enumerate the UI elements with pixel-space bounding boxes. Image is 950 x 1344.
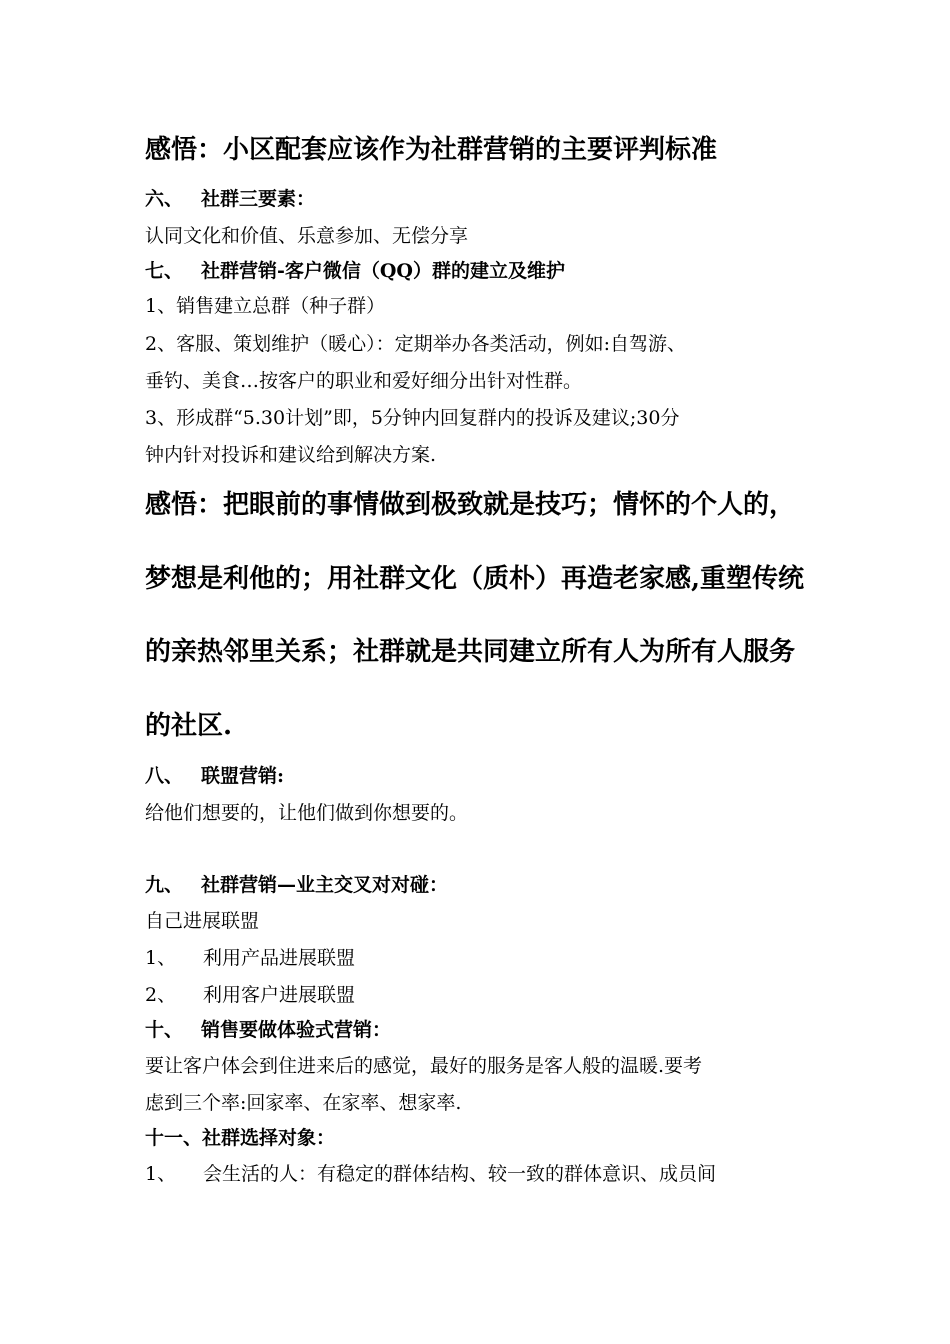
section-9-item-1-text: 利用产品进展联盟 <box>203 947 356 969</box>
section-10-line-1: 要让客户体会到住进来后的感觉，最好的服务是客人般的温暖.要考 <box>145 1055 703 1077</box>
insight-2-line-2: 梦想是利他的；用社群文化（质朴）再造老家感,重塑传统 <box>145 564 805 594</box>
section-7-line-3: 垂钓、美食…按客户的职业和爱好细分出针对性群。 <box>145 370 583 392</box>
section-6-title: 社群三要素： <box>201 188 316 210</box>
section-9-heading <box>145 873 448 897</box>
section-10-line-2: 虑到三个率:回家率、在家率、想家率. <box>145 1092 462 1114</box>
section-8-heading <box>145 764 284 788</box>
section-9-number: 九、 <box>145 874 184 896</box>
section-6-number: 六、 <box>145 188 184 210</box>
section-8-title: 联盟营销: <box>201 765 285 787</box>
section-8-number: 八、 <box>145 765 184 787</box>
insight-2-line-3: 的亲热邻里关系；社群就是共同建立所有人为所有人服务 <box>145 637 796 667</box>
section-7-line-1: 1、销售建立总群（种子群） <box>145 295 386 317</box>
section-11-item-1-text: 会生活的人：有稳定的群体结构、较一致的群体意识、成员间 <box>203 1163 717 1185</box>
section-11-heading: 十一、社群选择对象： <box>145 1127 336 1149</box>
section-10-heading <box>145 1018 391 1042</box>
section-7-line-5: 钟内针对投诉和建议给到解决方案. <box>145 444 437 466</box>
section-7-number: 七、 <box>145 260 184 282</box>
section-10-number: 十、 <box>145 1019 184 1041</box>
section-7-title: 社群营销-客户微信（QQ）群的建立及维护 <box>201 260 565 282</box>
section-9-item-2 <box>145 983 355 1007</box>
section-9-item-2-number: 2、 <box>145 984 177 1006</box>
section-7-line-4: 3、形成群“5.30计划”即，5分钟内回复群内的投诉及建议;30分 <box>145 407 680 429</box>
section-8-body: 给他们想要的，让他们做到你想要的。 <box>145 802 469 824</box>
insight-2-line-4: 的社区. <box>145 711 233 741</box>
section-11-item-1-number: 1、 <box>145 1163 177 1185</box>
section-9-item-1-number: 1、 <box>145 947 177 969</box>
section-9-title: 社群营销—业主交叉对对碰： <box>201 874 449 896</box>
section-9-item-2-text: 利用客户进展联盟 <box>203 984 356 1006</box>
section-6-body: 认同文化和价值、乐意参加、无偿分享 <box>145 225 469 247</box>
section-9-body: 自己进展联盟 <box>145 910 260 932</box>
section-11-item-1 <box>145 1162 716 1186</box>
section-10-title: 销售要做体验式营销： <box>201 1019 392 1041</box>
section-6-heading <box>145 187 315 211</box>
insight-2-line-1: 感悟：把眼前的事情做到极致就是技巧；情怀的个人的， <box>145 490 796 520</box>
section-7-line-2: 2、客服、策划维护（暖心）：定期举办各类活动，例如:自驾游、 <box>145 333 686 355</box>
section-7-heading <box>145 259 565 283</box>
insight-heading-1: 感悟：小区配套应该作为社群营销的主要评判标准 <box>145 135 718 165</box>
section-9-item-1 <box>145 946 355 970</box>
